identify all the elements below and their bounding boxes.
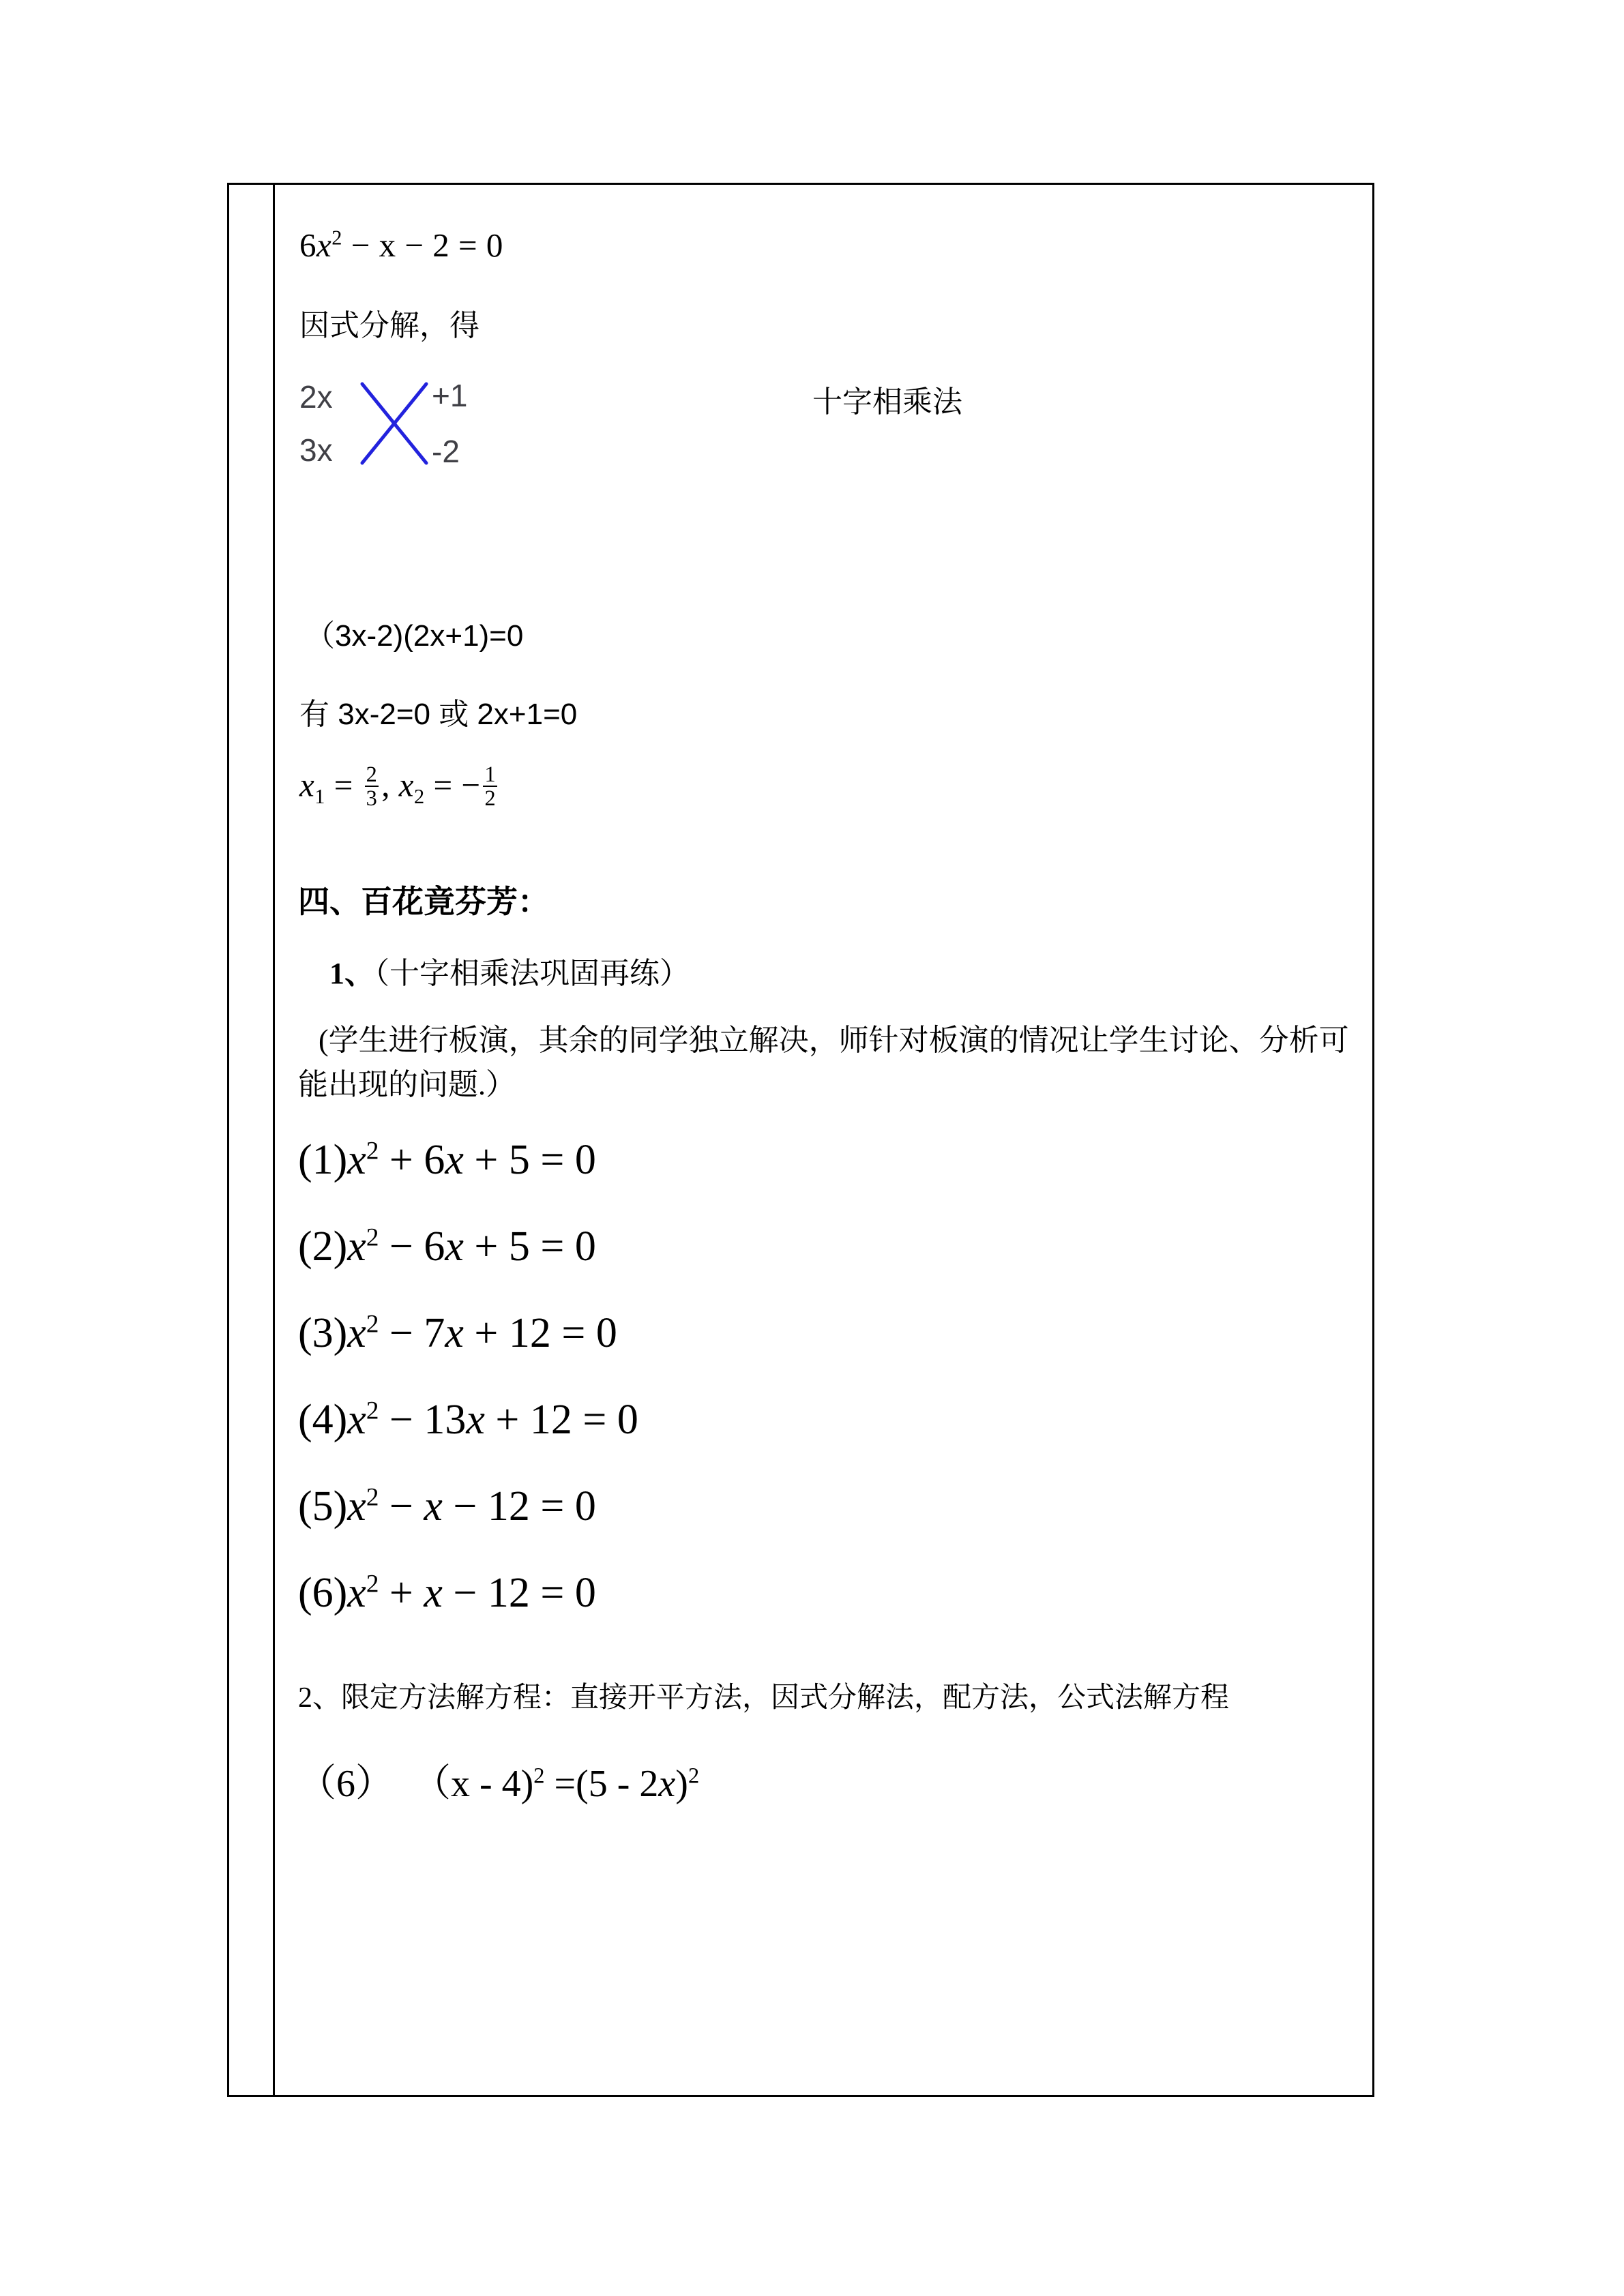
- solution-x2-denominator: 2: [484, 785, 497, 810]
- solution-x1-fraction: [365, 763, 379, 809]
- subheading-practice-item-2: 2、限定方法解方程：直接开平方法，因式分解法，配方法，公式法解方程: [298, 1682, 1230, 1714]
- subheading-practice-item-1: [329, 949, 690, 992]
- cross-x-icon: [357, 380, 432, 467]
- cross-term-bottom-right: -2: [432, 434, 460, 469]
- solution-x1-numerator: 2: [366, 762, 378, 786]
- final-eq-left: （x - 4): [413, 1763, 534, 1805]
- practice-equation-5: $(5)x^2 - x - 12 = 0$: [298, 1483, 596, 1530]
- final-eq-index: （6）: [298, 1763, 394, 1805]
- cross-term-bottom-left: 3x: [299, 432, 333, 468]
- practice-equation-6: $(6)x^2 + x - 12 = 0$: [298, 1570, 596, 1616]
- paragraph-teaching-instructions: (学生进行板演，其余的同学独立解决，师针对板演的情况让学生讨论、分析可能出现的问题.）: [298, 1024, 1349, 1102]
- practice-item-1-text: （十字相乘法巩固再练）: [374, 957, 690, 990]
- practice-eq-1-index: (1): [298, 1137, 348, 1183]
- eq-main-rest: − x − 2 = 0: [342, 226, 503, 264]
- practice-equation-3: $(3)x^2 - 7x + 12 = 0$: [298, 1310, 617, 1356]
- practice-eq-4-index: (4): [298, 1397, 348, 1443]
- cross-term-top-left: 2x: [299, 379, 333, 415]
- cross-multiplication-figure: [298, 374, 503, 483]
- solution-x2-numerator: 1: [484, 762, 497, 786]
- practice-item-1-number: 1、: [329, 957, 374, 990]
- solution-x1-symbol: x: [299, 766, 315, 804]
- eq-main-coefficient: 6: [299, 226, 316, 264]
- heading-section-four: 四、百花竟芬芳：: [298, 884, 549, 919]
- table-left-blank-column: [229, 185, 275, 2095]
- label-cross-multiplication-method: 十字相乘法: [812, 385, 962, 419]
- practice-equation-1: $(1)x^2 + 6x + 5 = 0$: [298, 1137, 596, 1183]
- equation-final-practice: [298, 1753, 699, 1808]
- line-root-conditions: 有 3x-2=0 或 2x+1=0: [299, 698, 578, 731]
- final-eq-left-exponent: 2: [533, 1763, 545, 1789]
- final-eq-right-variable: x: [658, 1763, 676, 1805]
- solution-x2-subscript: 2: [414, 785, 425, 809]
- solution-equals-1: =: [325, 766, 362, 804]
- final-eq-equals: =: [554, 1763, 576, 1805]
- eq-main-exponent: 2: [331, 226, 342, 250]
- table-row: [229, 185, 1372, 2095]
- practice-equation-4: $(4)x^2 - 13x + 12 = 0$: [298, 1397, 638, 1443]
- practice-equation-list: [298, 1136, 980, 1656]
- solution-equals-2: = −: [424, 766, 481, 804]
- equation-main-quadratic: [299, 226, 503, 265]
- cross-term-top-right: +1: [432, 378, 468, 413]
- practice-equation-2: $(2)x^2 - 6x + 5 = 0$: [298, 1223, 596, 1270]
- table-content-column: [275, 185, 1372, 2095]
- solution-separator-comma: ,: [381, 766, 399, 804]
- eq-main-variable: x: [316, 226, 332, 264]
- final-eq-right-open: (5 - 2: [576, 1763, 659, 1805]
- final-eq-right-exponent: 2: [688, 1763, 700, 1789]
- practice-eq-3-index: (3): [298, 1310, 348, 1356]
- equation-solutions: [299, 763, 500, 809]
- solution-x2-symbol: x: [398, 766, 414, 804]
- practice-eq-2-index: (2): [298, 1223, 348, 1270]
- line-factorize-instruction: 因式分解，得: [299, 309, 479, 342]
- solution-x2-fraction: [483, 763, 497, 809]
- equation-factored-form: （3x-2)(2x+1)=0: [305, 619, 524, 653]
- solution-x1-subscript: 1: [314, 785, 325, 809]
- lesson-content-table: [227, 183, 1374, 2097]
- solution-x1-denominator: 3: [366, 785, 378, 810]
- practice-eq-5-index: (5): [298, 1483, 348, 1530]
- final-eq-right-close: ): [675, 1763, 688, 1805]
- practice-eq-6-index: (6): [298, 1570, 348, 1616]
